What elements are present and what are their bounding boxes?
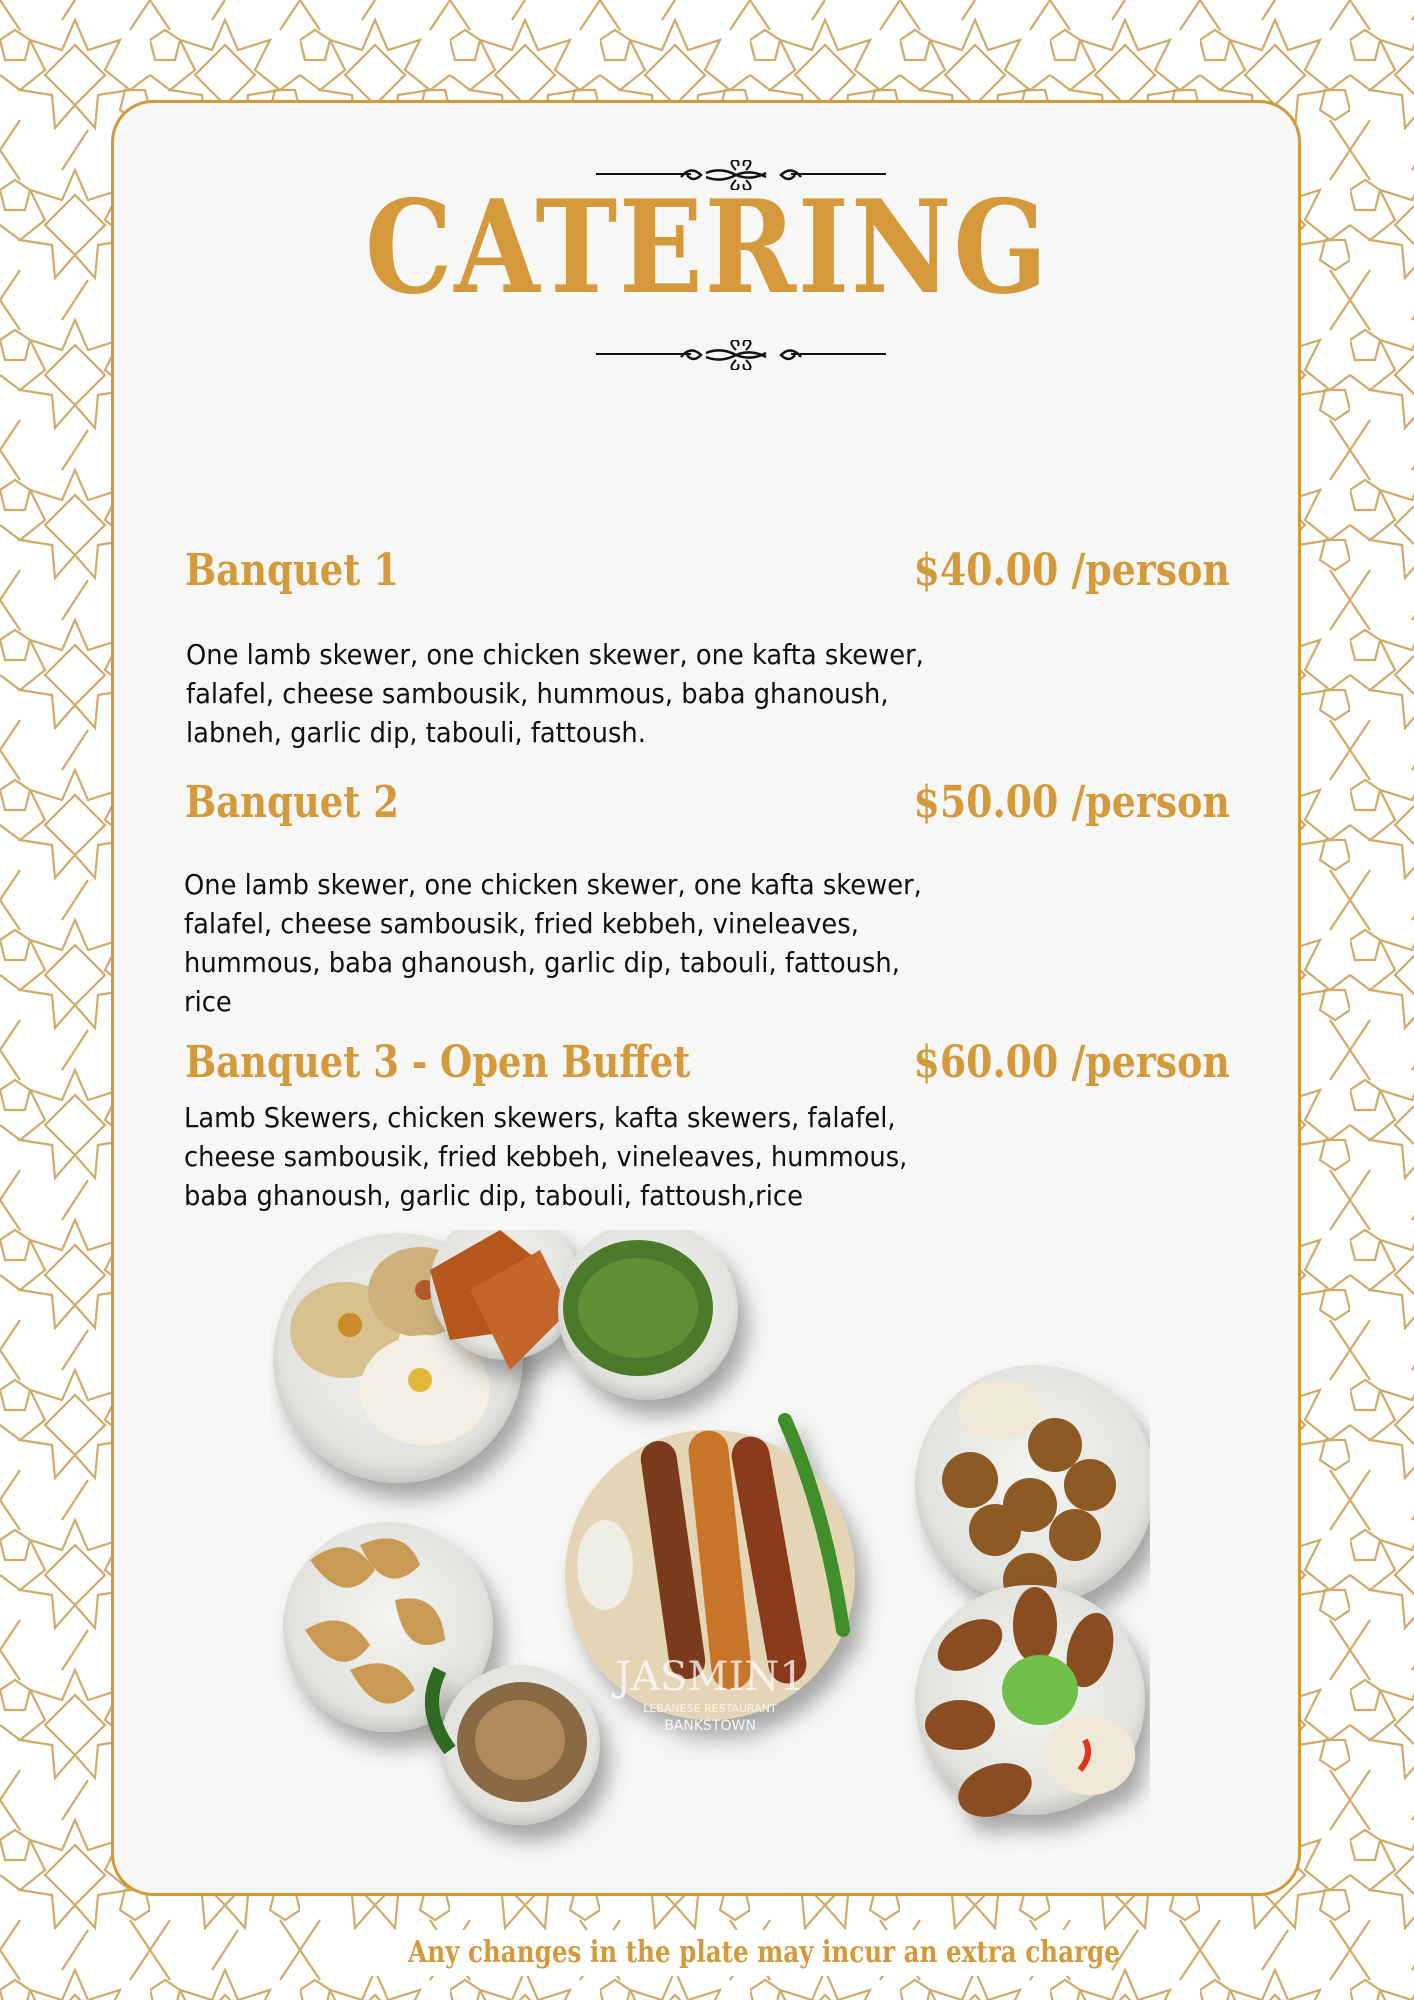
description-line: One lamb skewer, one chicken skewer, one kafta skewer, [186,638,924,671]
banquet-2-price: $50.00 /person [913,776,1230,828]
description-line: cheese sambousik, fried kebbeh, vineleaves, hummous, [184,1140,908,1173]
banquet-1-price: $40.00 /person [913,544,1230,596]
watermark-brand: JASMIN1 [615,1654,805,1700]
banquet-3-description [184,1098,975,1215]
food-platter-image [270,1230,1150,1870]
decorative-divider-bottom-icon [596,340,886,370]
banquet-2-name: Banquet 2 [185,776,399,828]
watermark-subtitle: LEBANESE RESTAURANT [643,1702,777,1715]
banquet-2-description [184,865,975,1021]
description-line: Lamb Skewers, chicken skewers, kafta skewers, falafel, [184,1101,896,1134]
banquet-1-name: Banquet 1 [185,544,399,596]
description-line: labneh, garlic dip, tabouli, fattoush. [186,716,646,749]
banquet-1-header [185,540,1230,600]
banquet-3-price: $60.00 /person [913,1036,1230,1088]
description-line: One lamb skewer, one chicken skewer, one kafta skewer, [184,868,922,901]
description-line: rice [184,985,232,1018]
description-line: falafel, cheese sambousik, hummous, baba ghanoush, [186,677,889,710]
description-line: falafel, cheese sambousik, fried kebbeh, vineleaves, [184,907,859,940]
banquet-3-name: Banquet 3 - Open Buffet [185,1036,691,1088]
footer-note-text: Any changes in the plate may incur an extra charge [408,1935,1120,1970]
description-line: baba ghanoush, garlic dip, tabouli, fattoush,rice [184,1179,803,1212]
watermark-location: BANKSTOWN [664,1718,756,1734]
footer-note [330,1930,1120,1976]
banquet-3-header [185,1032,1230,1092]
description-line: hummous, baba ghanoush, garlic dip, tabouli, fattoush, [184,946,900,979]
page-title: CATERING [364,173,1050,323]
banquet-2-header [185,772,1230,832]
banquet-1-description [186,635,977,752]
